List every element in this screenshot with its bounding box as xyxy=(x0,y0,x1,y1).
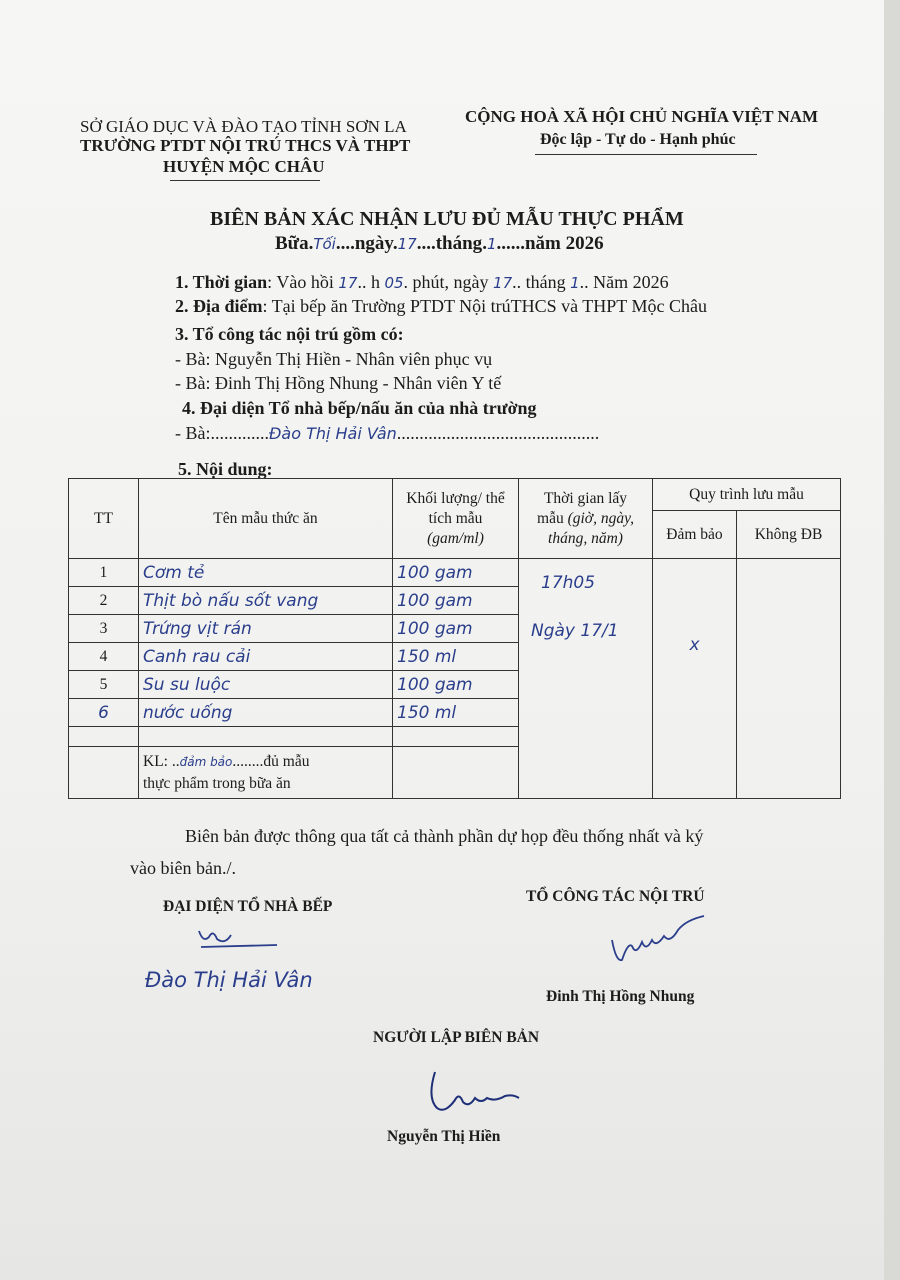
section4-rep: - Bà:.............Đào Thị Hải Vân............................................. xyxy=(175,423,600,443)
not-ok-cell xyxy=(737,559,841,799)
section2-location xyxy=(175,296,707,317)
row-weight: 100 gam xyxy=(393,671,519,699)
section3-member2: - Bà: Đinh Thị Hồng Nhung - Nhân viên Y tế xyxy=(175,373,502,393)
closing-line2: vào biên bản./. xyxy=(130,858,236,878)
document-title: BIÊN BẢN XÁC NHẬN LƯU ĐỦ MẪU THỰC PHẨM xyxy=(210,208,684,230)
col-process-header: Quy trình lưu mẫu xyxy=(653,479,841,511)
col-weight-header: Khối lượng/ thể tích mẫu (gam/ml) xyxy=(393,479,519,559)
row-food-name: Thịt bò nấu sốt vang xyxy=(139,587,393,615)
section1-month-label: tháng xyxy=(525,272,566,292)
section1-time: 1. Thời gian: Vào hồi 17.. h 05. phút, ngày 17.. tháng 1.. Năm 2026 xyxy=(175,272,669,292)
kitchen-signature-icon xyxy=(195,925,285,951)
col-name-header: Tên mẫu thức ăn xyxy=(139,479,393,559)
ok-cell xyxy=(653,559,737,799)
col-tt-header: TT xyxy=(69,479,139,559)
sample-table xyxy=(68,478,841,799)
row-tt: 6 xyxy=(69,699,139,727)
maker-signature-icon xyxy=(425,1068,525,1118)
meal-day-value: 17 xyxy=(397,235,417,253)
meal-year: năm 2026 xyxy=(524,233,604,254)
meal-value: Tối xyxy=(313,235,336,253)
ok-mark: x xyxy=(689,635,700,655)
row-tt: 3 xyxy=(69,615,139,643)
section1-prefix: : Vào hồi xyxy=(267,272,334,292)
col-not-ok-header: Không ĐB xyxy=(737,511,841,559)
section4-prefix: - Bà: xyxy=(175,423,211,443)
meal-line: Bữa.Tối....ngày.17....tháng.1......năm 2026 xyxy=(275,233,604,254)
header-left-line1: SỞ GIÁO DỤC VÀ ĐÀO TẠO TỈNH SƠN LA xyxy=(80,117,407,136)
meal-prefix: Bữa xyxy=(275,233,309,254)
col-ok-header: Đảm bảo xyxy=(653,511,737,559)
section1-minute-label: phút, ngày xyxy=(412,272,489,292)
row-tt: 5 xyxy=(69,671,139,699)
header-left-line3: HUYỆN MỘC CHÂU xyxy=(163,157,325,176)
section1-h-label: h xyxy=(370,272,380,292)
row-weight: 150 ml xyxy=(393,699,519,727)
row-weight: 100 gam xyxy=(393,615,519,643)
section1-year-label: Năm 2026 xyxy=(593,272,669,292)
section2-text: : Tại bếp ăn Trường PTDT Nội trúTHCS và THPT Mộc Châu xyxy=(262,296,707,316)
section2-label: 2. Địa điểm xyxy=(175,296,263,316)
section1-label: 1. Thời gian xyxy=(175,272,268,292)
maker-name: Nguyễn Thị Hiền xyxy=(387,1128,501,1145)
section5-label: 5. Nội dung: xyxy=(178,459,273,479)
header-right-underline xyxy=(535,154,757,155)
meal-month-label: tháng xyxy=(435,233,483,254)
section4-name: Đào Thị Hải Vân xyxy=(269,424,397,443)
time-cell xyxy=(519,559,653,799)
page-edge xyxy=(884,0,900,1280)
boarding-name: Đinh Thị Hồng Nhung xyxy=(546,988,695,1005)
row-weight: 100 gam xyxy=(393,587,519,615)
maker-title: NGƯỜI LẬP BIÊN BẢN xyxy=(373,1029,540,1046)
header-left-line2: TRƯỜNG PTDT NỘI TRÚ THCS VÀ THPT xyxy=(80,136,411,155)
date-value: Ngày 17/1 xyxy=(531,621,619,641)
section1-month: 1 xyxy=(570,274,580,292)
section3-label: 3. Tổ công tác nội trú gồm có: xyxy=(175,324,404,344)
col-time-header: Thời gian lấy mẫu (giờ, ngày, tháng, năm) xyxy=(519,479,653,559)
row-food-name: Canh rau cải xyxy=(139,643,393,671)
row-food-name: Cơm tẻ xyxy=(139,559,393,587)
meal-day-label: ngày xyxy=(354,233,393,254)
section1-hour: 17 xyxy=(338,274,358,292)
header-left-underline xyxy=(170,180,320,181)
row-food-name: nước uống xyxy=(139,699,393,727)
conclusion-value: đảm bảo xyxy=(179,754,233,769)
kitchen-title: ĐẠI DIỆN TỔ NHÀ BẾP xyxy=(163,898,333,915)
kitchen-name-handwritten: Đào Thị Hải Vân xyxy=(145,968,313,992)
table-row xyxy=(69,559,841,587)
row-tt: 2 xyxy=(69,587,139,615)
row-weight: 100 gam xyxy=(393,559,519,587)
header-right-line1: CỘNG HOÀ XÃ HỘI CHỦ NGHĨA VIỆT NAM xyxy=(465,107,819,126)
conclusion-cell: KL: ..đảm bảo........đủ mẫu thực phẩm trong bữa ăn xyxy=(139,747,393,799)
section1-day: 17 xyxy=(493,274,513,292)
row-tt: 4 xyxy=(69,643,139,671)
boarding-signature-icon xyxy=(608,912,718,972)
section3-member1: - Bà: Nguyễn Thị Hiền - Nhân viên phục vụ xyxy=(175,349,493,369)
time-value: 17h05 xyxy=(541,573,596,593)
row-weight: 150 ml xyxy=(393,643,519,671)
section4-label: 4. Đại diện Tổ nhà bếp/nấu ăn của nhà trường xyxy=(182,398,537,418)
section1-minute: 05 xyxy=(384,274,404,292)
row-tt: 1 xyxy=(69,559,139,587)
boarding-title: TỔ CÔNG TÁC NỘI TRÚ xyxy=(526,888,705,905)
meal-month-value: 1 xyxy=(486,235,497,253)
closing-line1: Biên bản được thông qua tất cả thành phần dự họp đều thống nhất và ký xyxy=(185,826,704,846)
header-right-line2: Độc lập - Tự do - Hạnh phúc xyxy=(540,131,736,148)
row-food-name: Su su luộc xyxy=(139,671,393,699)
row-food-name: Trứng vịt rán xyxy=(139,615,393,643)
